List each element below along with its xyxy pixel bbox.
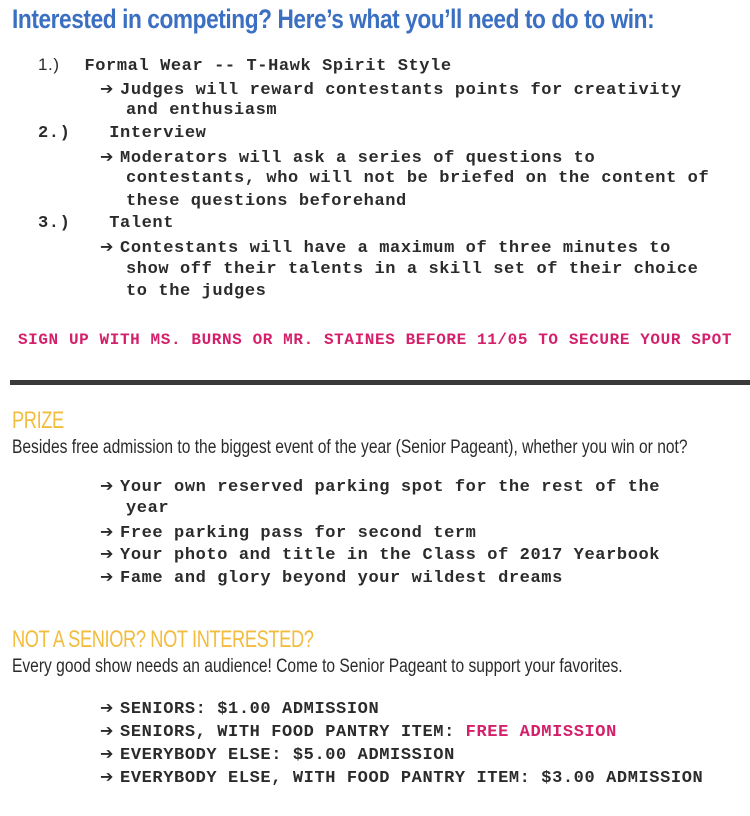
arrow-right-icon: ➔ <box>100 476 115 495</box>
arrow-right-icon: ➔ <box>100 237 115 256</box>
step-2-detail-line-2: contestants, who will not be briefed on the content of <box>126 169 710 188</box>
admission-item-2: ➔ SENIORS, WITH FOOD PANTRY ITEM: FREE ADMISSION <box>100 721 617 742</box>
arrow-right-icon: ➔ <box>100 767 115 786</box>
step-3-number: 3.) <box>38 214 71 233</box>
prize-item-1: ➔ Your own reserved parking spot for the rest of the <box>100 476 661 497</box>
step-2-detail-line-3: these questions beforehand <box>126 192 407 211</box>
step-3-detail-line-2: show off their talents in a skill set of their choice <box>126 260 699 279</box>
arrow-right-icon: ➔ <box>100 698 115 717</box>
arrow-right-icon: ➔ <box>100 79 115 98</box>
audience-intro: Every good show needs an audience! Come to Senior Pageant to support your favorites. <box>12 656 623 677</box>
step-1-detail-line-2: and enthusiasm <box>126 101 278 120</box>
arrow-right-icon: ➔ <box>100 544 115 563</box>
prize-intro: Besides free admission to the biggest event of the year (Senior Pageant), whether you win or not? <box>12 437 688 458</box>
admission-item-4: ➔ EVERYBODY ELSE, WITH FOOD PANTRY ITEM: $3.00 ADMISSION <box>100 767 704 788</box>
prize-item-4: ➔ Fame and glory beyond your wildest dreams <box>100 567 563 588</box>
step-1-detail-line-1: ➔ Judges will reward contestants points for creativity <box>100 79 682 100</box>
step-1-header <box>38 55 452 76</box>
arrow-right-icon: ➔ <box>100 147 115 166</box>
arrow-right-icon: ➔ <box>100 567 115 586</box>
step-3-header <box>38 214 174 233</box>
arrow-right-icon: ➔ <box>100 721 115 740</box>
page-title: Interested in competing? Here’s what you’ll need to do to win: <box>12 4 655 34</box>
step-1-number: 1.) <box>38 55 60 74</box>
step-2-detail-line-1: ➔ Moderators will ask a series of questions to <box>100 147 596 168</box>
step-3-detail-line-1: ➔ Contestants will have a maximum of three minutes to <box>100 237 671 258</box>
free-admission-highlight: FREE ADMISSION <box>465 723 617 742</box>
section-divider <box>10 380 750 385</box>
prize-item-2: ➔ Free parking pass for second term <box>100 522 477 543</box>
step-2-name: Interview <box>109 124 207 143</box>
prize-heading: PRIZE <box>12 407 64 434</box>
step-1-name: Formal Wear -- T-Hawk Spirit Style <box>84 57 452 76</box>
audience-heading: NOT A SENIOR? NOT INTERESTED? <box>12 626 314 653</box>
arrow-right-icon: ➔ <box>100 744 115 763</box>
step-2-header <box>38 124 206 143</box>
step-3-detail-line-3: to the judges <box>126 282 267 301</box>
admission-item-1: ➔ SENIORS: $1.00 ADMISSION <box>100 698 380 719</box>
prize-item-3: ➔ Your photo and title in the Class of 2017 Yearbook <box>100 544 661 565</box>
admission-item-3: ➔ EVERYBODY ELSE: $5.00 ADMISSION <box>100 744 455 765</box>
signup-notice: SIGN UP WITH MS. BURNS OR MR. STAINES BEFORE 11/05 TO SECURE YOUR SPOT <box>17 331 733 349</box>
step-3-name: Talent <box>109 214 175 233</box>
step-2-number: 2.) <box>38 124 71 143</box>
prize-item-1-line-2: year <box>126 499 170 518</box>
arrow-right-icon: ➔ <box>100 522 115 541</box>
